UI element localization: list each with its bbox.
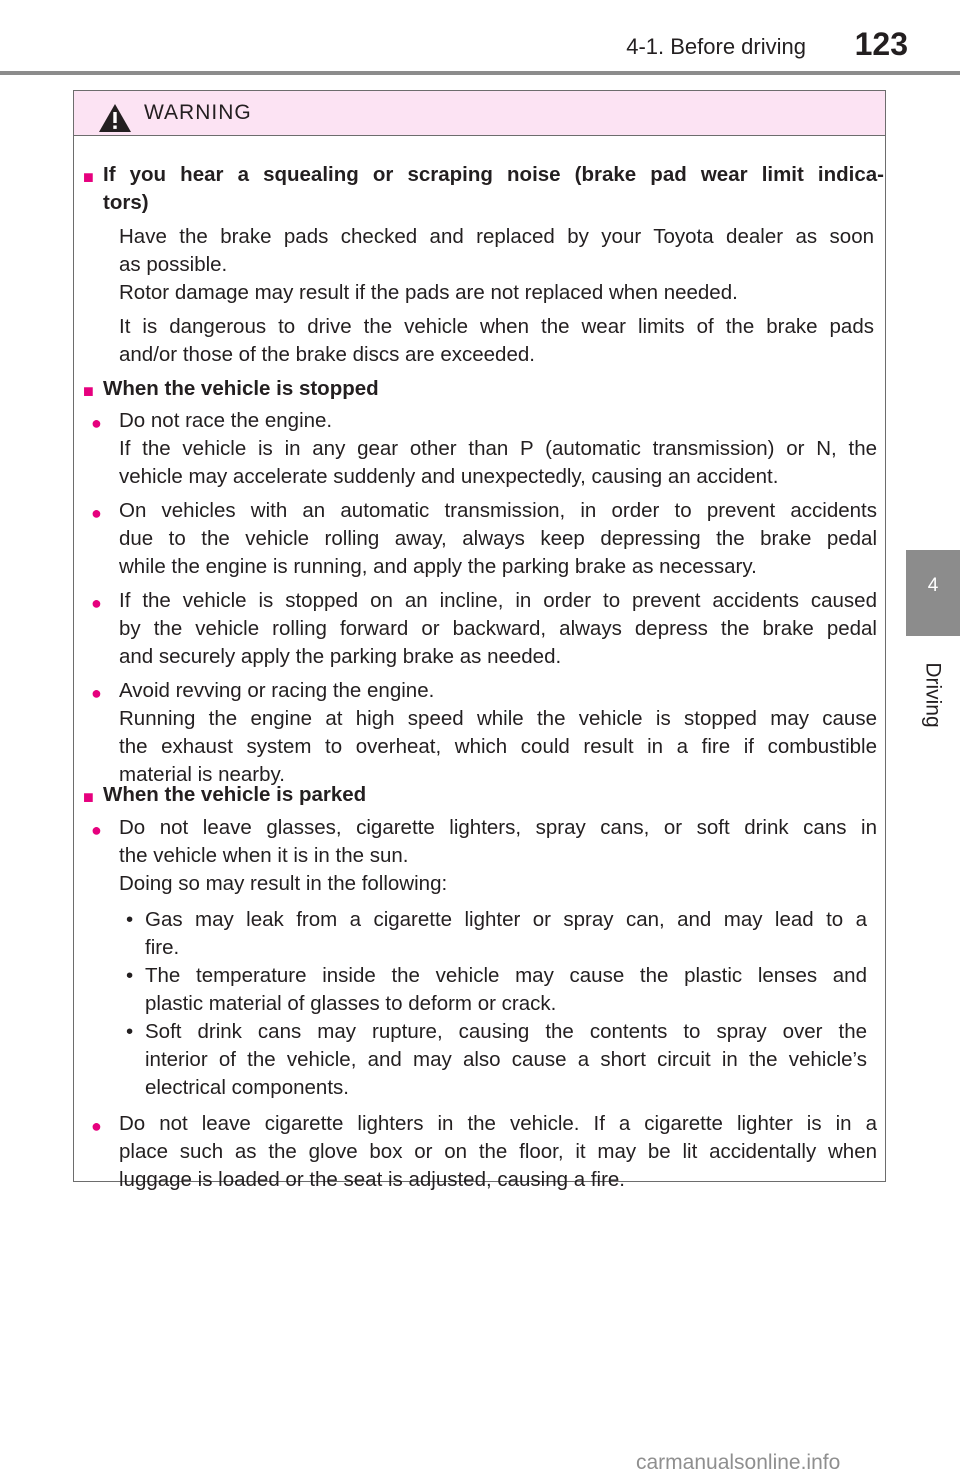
sub-bullet-marker: • <box>126 1020 134 1043</box>
bullet-line: vehicle may accelerate suddenly and unexpectedly, causing an accident. <box>119 465 779 488</box>
bullet-line: If the vehicle is stopped on an incline, in order to prevent accidents caused <box>119 589 877 612</box>
warning-title: WARNING <box>144 101 252 124</box>
bullet-marker: ● <box>91 503 102 523</box>
bullet-line: Do not leave glasses, cigarette lighters, spray cans, or soft drink cans in <box>119 816 877 839</box>
bullet-marker: ● <box>91 1116 102 1136</box>
bullet-line: the exhaust system to overheat, which could result in a fire if combustible <box>119 735 877 758</box>
warning-header <box>74 91 885 136</box>
paragraph-line: and/or those of the brake discs are exceeded. <box>119 343 535 366</box>
bullet-line: luggage is loaded or the seat is adjusted, causing a fire. <box>119 1168 625 1191</box>
chapter-label-container <box>906 640 960 750</box>
paragraph-line: Rotor damage may result if the pads are not replaced when needed. <box>119 281 738 304</box>
page-number: 123 <box>854 26 908 62</box>
bullet-line: the vehicle when it is in the sun. <box>119 844 409 867</box>
bullet-line: Do not leave cigarette lighters in the vehicle. If a cigarette lighter is in a <box>119 1112 877 1135</box>
bullet-line: Do not race the engine. <box>119 409 333 432</box>
heading-marker: ■ <box>83 381 94 401</box>
sub-bullet-line: Soft drink cans may rupture, causing the contents to spray over the <box>145 1020 867 1043</box>
bullet-line: place such as the glove box or on the floor, it may be lit accidentally when <box>119 1140 877 1163</box>
heading-marker: ■ <box>83 787 94 807</box>
bullet-marker: ● <box>91 593 102 613</box>
sub-bullet-line: Gas may leak from a cigarette lighter or spray can, and may lead to a <box>145 908 867 931</box>
sub-bullet-line: plastic material of glasses to deform or crack. <box>145 992 557 1015</box>
bullet-line: by the vehicle rolling forward or backward, always depress the brake pedal <box>119 617 877 640</box>
bullet-line: Doing so may result in the following: <box>119 872 448 895</box>
sub-bullet-marker: • <box>126 964 134 987</box>
header-divider <box>0 71 960 75</box>
bullet-line: due to the vehicle rolling away, always keep depressing the brake pedal <box>119 527 877 550</box>
heading-vehicle-parked: When the vehicle is parked <box>103 783 367 806</box>
sub-bullet-line: fire. <box>145 936 180 959</box>
section-title: 4-1. Before driving <box>626 34 806 59</box>
bullet-line: If the vehicle is in any gear other than P (automatic transmission) or N, the <box>119 437 877 460</box>
sub-bullet-line: interior of the vehicle, and may also cause a short circuit in the vehicle’s <box>145 1048 867 1071</box>
bullet-line: material is nearby. <box>119 763 285 786</box>
bullet-line: Avoid revving or racing the engine. <box>119 679 435 702</box>
paragraph-line: Have the brake pads checked and replaced by your Toyota dealer as soon <box>119 225 874 248</box>
sub-bullet-line: The temperature inside the vehicle may cause the plastic lenses and <box>145 964 867 987</box>
heading-marker: ■ <box>83 167 94 187</box>
sub-bullet-marker: • <box>126 908 134 931</box>
heading-brake-noise: If you hear a squealing or scraping noise (brake pad wear limit indica- <box>103 163 884 186</box>
bullet-line: and securely apply the parking brake as needed. <box>119 645 562 668</box>
heading-vehicle-stopped: When the vehicle is stopped <box>103 377 379 400</box>
paragraph-line: as possible. <box>119 253 228 276</box>
sub-bullet-line: electrical components. <box>145 1076 349 1099</box>
bullet-line: Running the engine at high speed while the vehicle is stopped may cause <box>119 707 877 730</box>
bullet-marker: ● <box>91 820 102 840</box>
paragraph-line: It is dangerous to drive the vehicle when the wear limits of the brake pads <box>119 315 874 338</box>
bullet-line: On vehicles with an automatic transmission, in order to prevent accidents <box>119 499 877 522</box>
bullet-marker: ● <box>91 683 102 703</box>
chapter-label: Driving <box>922 662 946 728</box>
chapter-number: 4 <box>927 575 939 596</box>
warning-box <box>73 90 886 1191</box>
bullet-marker: ● <box>91 413 102 433</box>
heading-brake-noise-cont: tors) <box>103 191 149 214</box>
warning-triangle-icon <box>98 103 132 133</box>
watermark: carmanualsonline.info <box>636 1451 841 1474</box>
bullet-line: while the engine is running, and apply the parking brake as necessary. <box>119 555 757 578</box>
